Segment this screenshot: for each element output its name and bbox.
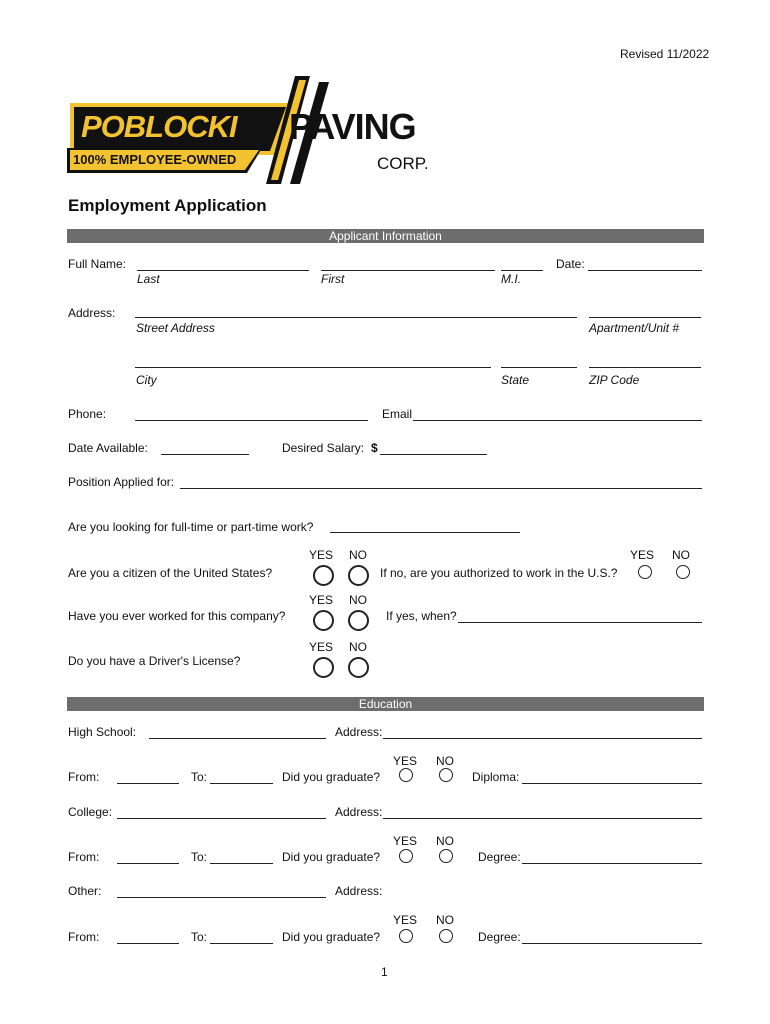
date-field[interactable] bbox=[588, 270, 702, 271]
college-degree-field[interactable] bbox=[522, 863, 702, 864]
first-name-field[interactable] bbox=[321, 270, 495, 271]
hs-no-label: NO bbox=[436, 754, 454, 768]
section-education-header: Education bbox=[67, 697, 704, 711]
desired-salary-label: Desired Salary: bbox=[282, 441, 365, 455]
diploma-field[interactable] bbox=[522, 783, 702, 784]
college-address-field[interactable] bbox=[383, 818, 702, 819]
phone-field[interactable] bbox=[135, 420, 368, 421]
college-field[interactable] bbox=[117, 818, 326, 819]
position-label: Position Applied for: bbox=[68, 475, 175, 489]
license-no-radio[interactable] bbox=[348, 657, 369, 678]
if-yes-when-label: If yes, when? bbox=[386, 609, 457, 623]
other-label: Other: bbox=[68, 884, 102, 898]
hs-from-label: From: bbox=[68, 770, 100, 784]
worked-question: Have you ever worked for this company? bbox=[68, 609, 286, 623]
dollar-sign: $ bbox=[371, 441, 378, 455]
hs-yes-label: YES bbox=[393, 754, 418, 768]
other-to-label: To: bbox=[191, 930, 208, 944]
company-logo bbox=[67, 76, 447, 186]
college-to-label: To: bbox=[191, 850, 208, 864]
college-from-field[interactable] bbox=[117, 863, 179, 864]
other-graduate-yes-radio[interactable] bbox=[399, 929, 413, 943]
last-caption: Last bbox=[137, 272, 160, 286]
license-no-label: NO bbox=[349, 640, 367, 654]
hs-graduate-yes-radio[interactable] bbox=[399, 768, 413, 782]
authorized-no-label: NO bbox=[672, 548, 690, 562]
license-yes-radio[interactable] bbox=[313, 657, 334, 678]
other-degree-field[interactable] bbox=[522, 943, 702, 944]
email-label: Email bbox=[382, 407, 413, 421]
street-caption: Street Address bbox=[136, 321, 215, 335]
page-number: 1 bbox=[381, 965, 388, 979]
logo-corp: CORP. bbox=[377, 154, 429, 173]
full-name-label: Full Name: bbox=[68, 257, 127, 271]
section-applicant-header: Applicant Information bbox=[67, 229, 704, 243]
zip-field[interactable] bbox=[589, 367, 701, 368]
hs-graduate-label: Did you graduate? bbox=[282, 770, 381, 784]
phone-label: Phone: bbox=[68, 407, 107, 421]
other-from-field[interactable] bbox=[117, 943, 179, 944]
page-title: Employment Application bbox=[68, 196, 267, 215]
other-to-field[interactable] bbox=[210, 943, 273, 944]
citizen-no-label: NO bbox=[349, 548, 367, 562]
high-school-label: High School: bbox=[68, 725, 137, 739]
address-label: Address: bbox=[68, 306, 116, 320]
hs-to-label: To: bbox=[191, 770, 208, 784]
college-graduate-label: Did you graduate? bbox=[282, 850, 381, 864]
first-caption: First bbox=[321, 272, 345, 286]
other-address-label: Address: bbox=[335, 884, 383, 898]
diploma-label: Diploma: bbox=[472, 770, 520, 784]
street-address-field[interactable] bbox=[135, 317, 577, 318]
authorized-yes-radio[interactable] bbox=[638, 565, 652, 579]
hs-to-field[interactable] bbox=[210, 783, 273, 784]
authorized-no-radio[interactable] bbox=[676, 565, 690, 579]
college-address-label: Address: bbox=[335, 805, 383, 819]
other-yes-label: YES bbox=[393, 913, 418, 927]
college-to-field[interactable] bbox=[210, 863, 273, 864]
worked-no-label: NO bbox=[349, 593, 367, 607]
hs-graduate-no-radio[interactable] bbox=[439, 768, 453, 782]
high-school-field[interactable] bbox=[149, 738, 326, 739]
other-degree-label: Degree: bbox=[478, 930, 521, 944]
worked-yes-radio[interactable] bbox=[313, 610, 334, 631]
apt-caption: Apartment/Unit # bbox=[589, 321, 680, 335]
apartment-field[interactable] bbox=[589, 317, 701, 318]
authorized-yes-label: YES bbox=[630, 548, 655, 562]
mi-field[interactable] bbox=[501, 270, 543, 271]
other-school-field[interactable] bbox=[117, 897, 326, 898]
mi-caption: M.I. bbox=[501, 272, 521, 286]
authorized-question: If no, are you authorized to work in the U.S.? bbox=[380, 566, 618, 580]
citizen-yes-label: YES bbox=[309, 548, 334, 562]
worked-no-radio[interactable] bbox=[348, 610, 369, 631]
logo-tagline: 100% EMPLOYEE-OWNED bbox=[73, 152, 237, 167]
state-field[interactable] bbox=[501, 367, 577, 368]
worked-yes-label: YES bbox=[309, 593, 334, 607]
other-graduate-label: Did you graduate? bbox=[282, 930, 381, 944]
fulltime-question: Are you looking for full-time or part-time work? bbox=[68, 520, 314, 534]
date-available-label: Date Available: bbox=[68, 441, 148, 455]
citizen-no-radio[interactable] bbox=[348, 565, 369, 586]
other-from-label: From: bbox=[68, 930, 100, 944]
position-field[interactable] bbox=[180, 488, 702, 489]
college-no-label: NO bbox=[436, 834, 454, 848]
college-yes-label: YES bbox=[393, 834, 418, 848]
city-field[interactable] bbox=[135, 367, 491, 368]
other-no-label: NO bbox=[436, 913, 454, 927]
date-available-field[interactable] bbox=[161, 454, 249, 455]
license-question: Do you have a Driver's License? bbox=[68, 654, 241, 668]
other-graduate-no-radio[interactable] bbox=[439, 929, 453, 943]
logo-word-paving: PAVING bbox=[289, 106, 416, 147]
college-from-label: From: bbox=[68, 850, 100, 864]
citizen-yes-radio[interactable] bbox=[313, 565, 334, 586]
college-label: College: bbox=[68, 805, 113, 819]
date-label: Date: bbox=[556, 257, 585, 271]
last-name-field[interactable] bbox=[137, 270, 309, 271]
hs-address-label: Address: bbox=[335, 725, 383, 739]
state-caption: State bbox=[501, 373, 530, 387]
desired-salary-field[interactable] bbox=[380, 454, 487, 455]
revised-date: Revised 11/2022 bbox=[620, 47, 710, 61]
hs-address-field[interactable] bbox=[383, 738, 702, 739]
college-graduate-no-radio[interactable] bbox=[439, 849, 453, 863]
email-field[interactable] bbox=[413, 420, 702, 421]
fulltime-field[interactable] bbox=[330, 532, 520, 533]
college-degree-label: Degree: bbox=[478, 850, 521, 864]
worked-when-field[interactable] bbox=[458, 622, 702, 623]
logo-word-poblocki: POBLOCKI bbox=[81, 109, 237, 144]
city-caption: City bbox=[136, 373, 157, 387]
hs-from-field[interactable] bbox=[117, 783, 179, 784]
license-yes-label: YES bbox=[309, 640, 334, 654]
zip-caption: ZIP Code bbox=[589, 373, 640, 387]
citizen-question: Are you a citizen of the United States? bbox=[68, 566, 273, 580]
college-graduate-yes-radio[interactable] bbox=[399, 849, 413, 863]
